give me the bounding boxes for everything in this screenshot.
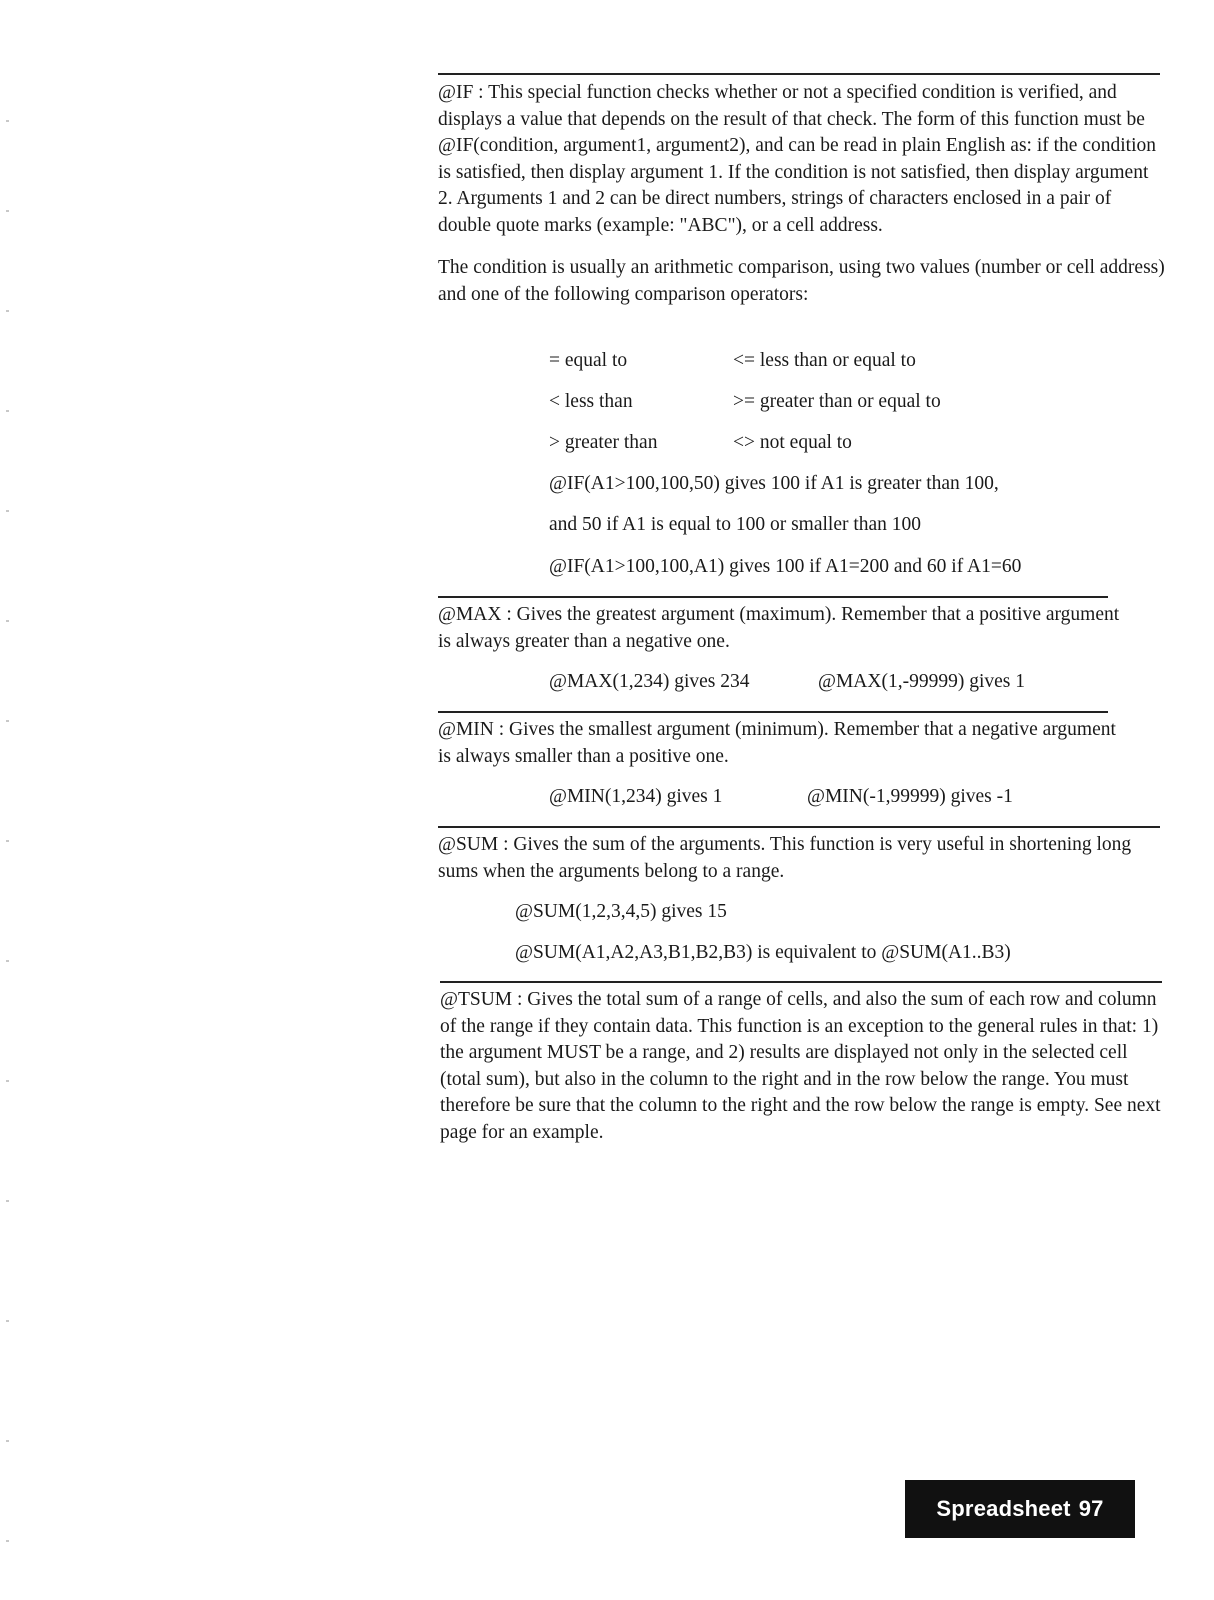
scan-margin-marks [6, 80, 12, 1580]
max-description: @MAX : Gives the greatest argument (maximum). Remember that a positive argument is always greater than a negative one. [438, 604, 1120, 652]
footer-title: Spreadsheet [936, 1496, 1071, 1521]
section-max [438, 602, 1128, 655]
section-sum [438, 832, 1176, 885]
min-example: @MIN(-1,99999) gives -1 [807, 786, 1013, 807]
sum-example: @SUM(A1,A2,A3,B1,B2,B3) is equivalent to @SUM(A1..B3) [515, 942, 1011, 963]
section-divider-min [438, 711, 1108, 713]
section-tsum [440, 987, 1170, 1146]
page-footer-tab [905, 1480, 1135, 1538]
page-number: 97 [1078, 1496, 1104, 1521]
section-min [438, 717, 1128, 770]
max-example: @MAX(1,-99999) gives 1 [818, 671, 1025, 692]
section-divider-sum [438, 826, 1160, 828]
operator-row [549, 391, 941, 413]
operator-greater-equal: >= greater than or equal to [733, 391, 941, 412]
section-divider-tsum [440, 981, 1162, 983]
operator-less-equal: <= less than or equal to [733, 350, 916, 371]
section-if [438, 80, 1166, 308]
if-example: @IF(A1>100,100,50) gives 100 if A1 is greater than 100, [549, 473, 999, 494]
sum-description: @SUM : Gives the sum of the arguments. This function is very useful in shortening long sums when the arguments belong to a range. [438, 834, 1132, 882]
operator-greater: > greater than [549, 432, 658, 453]
section-divider-if [438, 73, 1160, 75]
if-example: and 50 if A1 is equal to 100 or smaller than 100 [549, 514, 922, 535]
min-description: @MIN : Gives the smallest argument (minimum). Remember that a negative argument is always smaller than a positive one. [438, 719, 1116, 767]
if-description: @IF : This special function checks whether or not a specified condition is verified, and displays a value that depends on the result of that check. The form of this function must be @IF(condition, argument1, argument2), and can be read in plain English as: if the condition is satisfied, then display argument 1. If the condition is not satisfied, then display argument 2. Arguments 1 and 2 can be direct numbers, strings of characters enclosed in a pair of double quote marks (example: "ABC"), or a cell address. [438, 82, 1156, 236]
max-example: @MAX(1,234) gives 234 [549, 671, 750, 692]
operator-row [549, 432, 852, 454]
operator-row [549, 350, 916, 372]
sum-example: @SUM(1,2,3,4,5) gives 15 [515, 901, 727, 922]
operator-equal: = equal to [549, 350, 628, 371]
tsum-description: @TSUM : Gives the total sum of a range of cells, and also the sum of each row and column of the range if they contain data. This function is an exception to the general rules in that: 1) the argument MUST be a range, and 2) results are displayed not only in the selected cell (total sum), but also in the column to the right and in the row below the range. You must therefore be sure that the column to the right and the row below the range is empty. See next page for an example. [440, 989, 1161, 1143]
if-condition-description: The condition is usually an arithmetic comparison, using two values (number or cell address) and one of the following comparison operators: [438, 257, 1165, 305]
operator-less: < less than [549, 391, 633, 412]
if-example: @IF(A1>100,100,A1) gives 100 if A1=200 and 60 if A1=60 [549, 556, 1022, 577]
min-example: @MIN(1,234) gives 1 [549, 786, 723, 807]
operator-not-equal: <> not equal to [733, 432, 852, 453]
section-divider-max [438, 596, 1108, 598]
